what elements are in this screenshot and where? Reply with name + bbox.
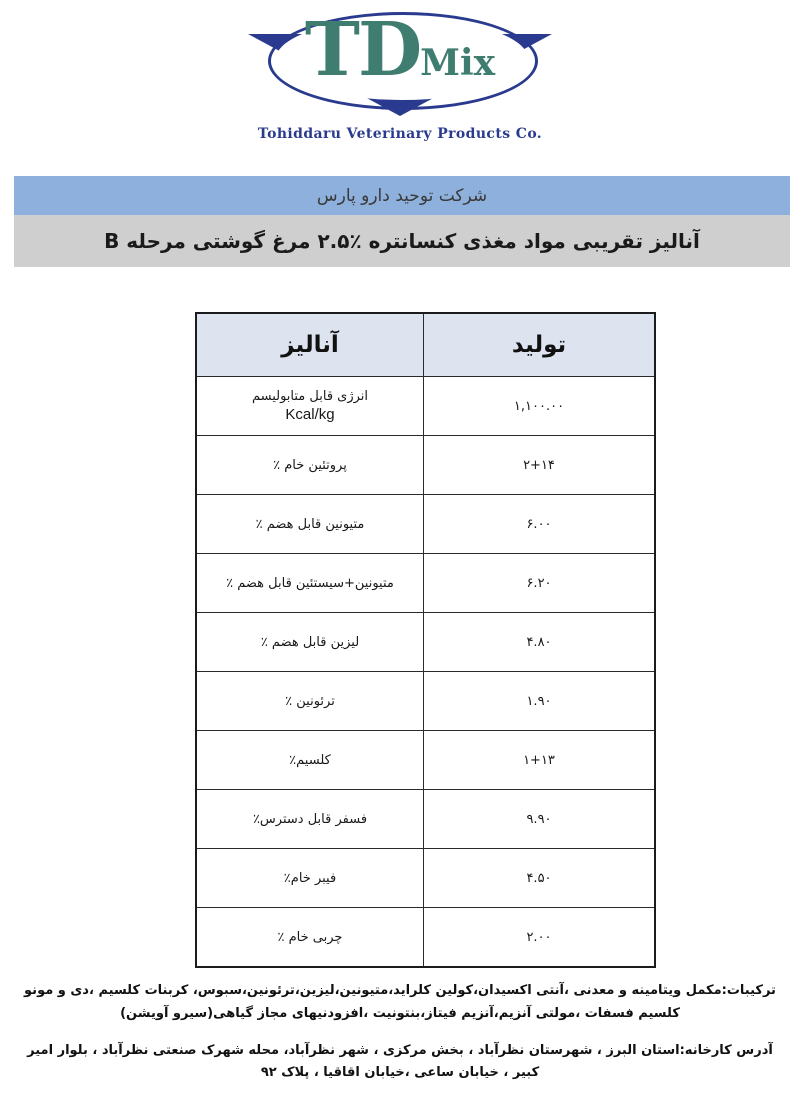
logo-td-text: TD	[304, 7, 421, 93]
analysis-label-main: متیونین+سیستئین قابل هضم ٪	[226, 575, 394, 591]
logo-wordmark	[248, 4, 552, 100]
cell-production-value: ۱.۹۰	[424, 672, 656, 731]
table-row	[196, 731, 655, 790]
cell-analysis-label	[196, 554, 424, 613]
ingredients-text: ترکیبات:مکمل ویتامینه و معدنی ،آنتی اکسیدان،کولین کلراید،متیونین،لیزین،ترئونین،سبوس، کربنات کلسیم ،دی و مونو کلسیم فسفات ،مولتی آنزیم،آنزیم فیتاز،بنتونیت ،افزودنیهای مجاز گیاهی(سیرو آویشن)	[24, 983, 776, 1021]
table-row	[196, 554, 655, 613]
document-title-banner	[14, 215, 790, 267]
footer-block	[0, 980, 800, 1099]
cell-analysis-label	[196, 672, 424, 731]
table-row	[196, 908, 655, 968]
cell-analysis-label	[196, 613, 424, 672]
cell-analysis-label	[196, 790, 424, 849]
analysis-table-container	[200, 312, 656, 968]
cell-analysis-label	[196, 849, 424, 908]
table-header-row	[196, 313, 655, 377]
table-row	[196, 613, 655, 672]
cell-analysis-label	[196, 495, 424, 554]
analysis-label-main: فسفر قابل دسترس٪	[252, 811, 368, 827]
table-row	[196, 436, 655, 495]
table-row	[196, 790, 655, 849]
cell-production-value: ۴.۸۰	[424, 613, 656, 672]
company-banner	[14, 176, 790, 215]
logo-mix-text: Mix	[420, 42, 496, 84]
cell-analysis-label	[196, 908, 424, 968]
factory-address-text: آدرس کارخانه:استان البرز ، شهرستان نظرآباد ، بخش مرکزی ، شهر نظرآباد، محله شهرک صنعتی نظرآباد ، بلوار امیر کبیر ، خیابان ساعی ،خیابان اقاقیا ، پلاک ۹۲	[27, 1042, 773, 1081]
table-body	[196, 377, 655, 968]
cell-production-value: ۹.۹۰	[424, 790, 656, 849]
analysis-label-main: لیزین قابل هضم ٪	[260, 634, 360, 650]
table-row	[196, 377, 655, 436]
analysis-label-main: ترئونین ٪	[285, 693, 335, 709]
company-name-latin: Tohiddaru Veterinary Products Co.	[257, 126, 543, 142]
analysis-label-main: انرژی قابل متابولیسم	[251, 389, 369, 404]
analysis-label-main: متیونین قابل هضم ٪	[255, 516, 365, 532]
nutrient-analysis-table	[195, 312, 656, 968]
logo-block	[0, 0, 800, 160]
analysis-label-unit: Kcal/kg	[285, 406, 335, 423]
cell-production-value: ۲.۰۰	[424, 908, 656, 968]
column-header-production: تولید	[424, 313, 656, 377]
table-row	[196, 672, 655, 731]
cell-production-value: ۴.۵۰	[424, 849, 656, 908]
table-row	[196, 849, 655, 908]
table-row	[196, 495, 655, 554]
cell-analysis-label	[196, 436, 424, 495]
cell-production-value: ۱+۱۳	[424, 731, 656, 790]
analysis-label-main: کلسیم٪	[289, 752, 331, 768]
cell-analysis-label	[196, 377, 424, 436]
analysis-label-main: چربی خام ٪	[277, 929, 343, 945]
table-head	[196, 313, 655, 377]
cell-analysis-label	[196, 731, 424, 790]
company-logo-mark	[248, 4, 552, 116]
column-header-analysis: آنالیز	[196, 313, 424, 377]
analysis-label-main: پروتئین خام ٪	[273, 457, 347, 473]
cell-production-value: ۶.۲۰	[424, 554, 656, 613]
cell-production-value: ۶.۰۰	[424, 495, 656, 554]
company-banner-text: شرکت توحید دارو پارس	[316, 185, 488, 206]
cell-production-value: ۲+۱۴	[424, 436, 656, 495]
cell-production-value: ۱,۱۰۰.۰۰	[424, 377, 656, 436]
analysis-label-main: فیبر خام٪	[283, 870, 337, 886]
document-title-text: آنالیز تقریبی مواد مغذی کنسانتره ٪۲.۵ مرغ گوشتی مرحله B	[104, 229, 700, 253]
